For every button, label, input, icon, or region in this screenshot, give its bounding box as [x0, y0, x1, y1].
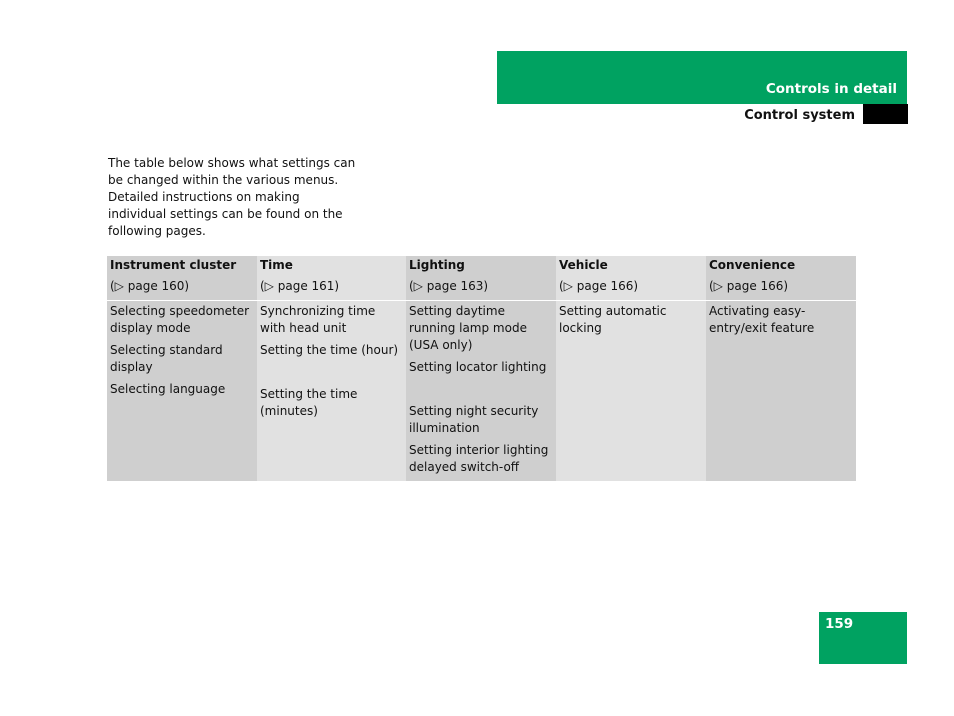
page-ref-vehicle: (▷ page 166) [556, 274, 706, 301]
settings-table [107, 256, 856, 481]
column-header-vehicle: Vehicle [556, 256, 706, 274]
column-header-convenience: Convenience [706, 256, 856, 274]
list-item: Setting the time (hour) [260, 343, 399, 357]
header-band [497, 51, 907, 104]
list-item: Activating easy-entry/exit feature [709, 304, 815, 335]
list-item: Setting interior lighting delayed switch-off [409, 443, 549, 474]
column-items-time [257, 301, 406, 482]
column-items-vehicle [556, 301, 706, 482]
column-header-instrument-cluster: Instrument cluster [107, 256, 257, 274]
page-ref-convenience: (▷ page 166) [706, 274, 856, 301]
intro-paragraph: The table below shows what settings can be changed within the various menus. Detailed instructions on making individual settings can be found on the following pages. [108, 156, 356, 238]
section-title: Controls in detail [765, 81, 897, 97]
column-header-lighting: Lighting [406, 256, 556, 274]
subsection-title: Control system [744, 108, 855, 123]
list-item: Selecting language [110, 382, 226, 396]
column-items-lighting [406, 301, 556, 482]
spacer [260, 364, 403, 386]
table-page-ref-row [107, 274, 856, 301]
section-tab-marker [863, 104, 908, 124]
page-number: 159 [825, 616, 854, 632]
list-item: Setting locator lighting [409, 360, 547, 374]
table-body-row [107, 301, 856, 482]
list-item: Selecting standard display [110, 343, 223, 374]
page-number-box [819, 612, 907, 664]
page-ref-lighting: (▷ page 163) [406, 274, 556, 301]
list-item: Setting the time (minutes) [260, 387, 358, 418]
column-header-time: Time [257, 256, 406, 274]
page-ref-time: (▷ page 161) [257, 274, 406, 301]
list-item: Setting daytime running lamp mode (USA only) [409, 304, 527, 352]
list-item: Setting night security illumination [409, 404, 539, 435]
list-item: Selecting speedometer display mode [110, 304, 250, 335]
list-item: Synchronizing time with head unit [260, 304, 376, 335]
table-header-row [107, 256, 856, 274]
column-items-convenience [706, 301, 856, 482]
list-item: Setting automatic locking [559, 304, 667, 335]
column-items-instrument-cluster [107, 301, 257, 482]
page-ref-instrument-cluster: (▷ page 160) [107, 274, 257, 301]
spacer [409, 381, 553, 403]
